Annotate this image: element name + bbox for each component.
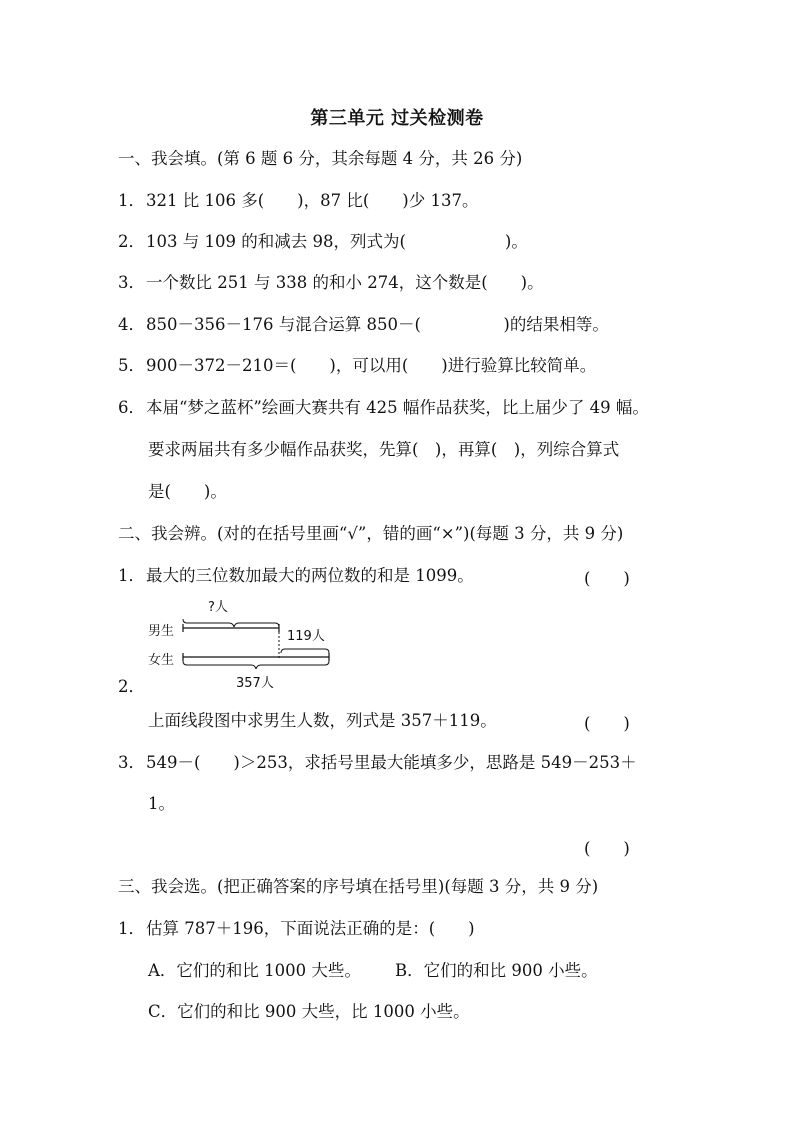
question-text: 103 与 109 的和减去 98，列式为( )。 [146, 232, 528, 251]
question-number: 5． [118, 356, 145, 375]
unknown-label: ?人 [208, 600, 228, 615]
s1-question-2 [118, 231, 528, 253]
section1-header: 一、我会填。(第 6 题 6 分，其余每题 4 分，共 26 分) [118, 149, 523, 168]
question-number: 3． [118, 273, 145, 292]
boy-top-brace [183, 619, 279, 627]
question-number: 4． [118, 315, 145, 334]
total-label: 357人 [236, 676, 274, 691]
s1-question-6-line3: 是( )。 [148, 482, 227, 501]
question-text: 最大的三位数加最大的两位数的和是 1099。 [146, 566, 474, 585]
diff-brace [281, 649, 329, 653]
s2-question-3-line2: 1。 [148, 794, 175, 813]
section2-header: 二、我会辨。(对的在括号里画“√”，错的画“×”)(每题 3 分，共 9 分) [118, 524, 624, 543]
section3-header: 三、我会选。(把正确答案的序号填在括号里)(每题 3 分，共 9 分) [118, 877, 599, 896]
total-bottom-brace [183, 661, 329, 669]
question-text: 900－372－210＝( )，可以用( )进行验算比较简单。 [146, 356, 597, 375]
question-text: 估算 787＋196，下面说法正确的是：( ) [146, 919, 475, 938]
girl-label: 女生 [148, 653, 175, 668]
question-number: 2． [118, 232, 145, 251]
answer-bracket: ( ) [584, 839, 630, 858]
question-number: 1． [118, 919, 145, 938]
s2-question-3 [118, 752, 637, 774]
segment-diagram [145, 595, 345, 695]
page-title: 第三单元 过关检测卷 [310, 108, 484, 129]
question-text: 一个数比 251 与 338 的和小 274，这个数是( )。 [146, 273, 544, 292]
s1-question-1 [118, 190, 478, 212]
question-number: 3． [118, 753, 145, 772]
diff-label: 119人 [287, 629, 325, 644]
question-text: 321 比 106 多( )，87 比( )少 137。 [146, 191, 479, 210]
question-text: 850－356－176 与混合运算 850－( )的结果相等。 [146, 315, 609, 334]
s1-question-3 [118, 272, 544, 294]
s1-question-6-line2: 要求两届共有多少幅作品获奖，先算( )，再算( )，列综合算式 [148, 440, 620, 459]
s2-question-2-number: 2． [118, 677, 145, 696]
option-b: B．它们的和比 900 小些。 [395, 961, 598, 980]
s2-question-1 [118, 565, 474, 587]
question-number: 1． [118, 191, 145, 210]
question-text: 549－( )＞253，求括号里最大能填多少，思路是 549－253＋ [146, 753, 637, 772]
s2-question-2-text: 上面线段图中求男生人数，列式是 357＋119。 [148, 711, 497, 730]
s1-question-5 [118, 355, 596, 377]
option-a: A．它们的和比 1000 大些。 [148, 961, 361, 980]
question-number: 6． [118, 398, 145, 417]
answer-bracket: ( ) [584, 714, 630, 733]
boy-label: 男生 [148, 624, 175, 639]
answer-bracket: ( ) [584, 569, 630, 588]
s3-question-1 [118, 918, 475, 940]
question-number: 1． [118, 566, 145, 585]
s1-question-4 [118, 314, 609, 336]
s1-question-6 [118, 397, 649, 419]
option-c: C．它们的和比 900 大些，比 1000 小些。 [148, 1002, 470, 1021]
question-text: 本届“梦之蓝杯”绘画大赛共有 425 幅作品获奖，比上届少了 49 幅。 [146, 398, 649, 417]
